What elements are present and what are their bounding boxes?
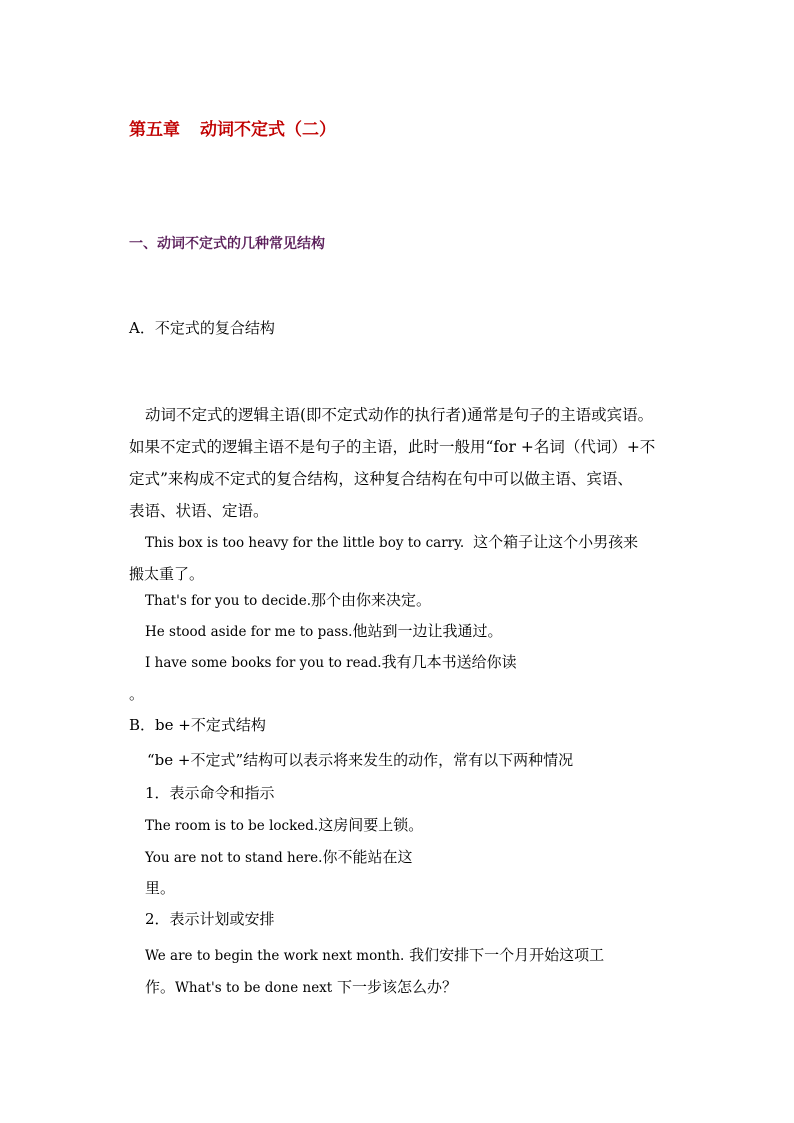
example-chinese: 。 (129, 685, 145, 703)
example-line (145, 945, 604, 966)
example-chinese: 下一步该怎么办？ (332, 978, 458, 996)
example-line (129, 684, 144, 705)
example-line (129, 564, 204, 585)
example-line (145, 815, 423, 836)
example-line (145, 621, 502, 642)
example-chinese: 这房间要上锁。 (318, 816, 424, 834)
example-english: That's for you to decide. (145, 593, 311, 609)
example-chinese: 里。 (145, 879, 176, 897)
paragraph-line: 动词不定式的逻辑主语(即不定式动作的执行者)通常是句子的主语或宾语。 (145, 406, 654, 424)
example-line (145, 847, 412, 868)
example-english: I have some books for you to read. (145, 655, 382, 671)
paragraph-line: 定式”来构成不定式的复合结构，这种复合结构在句中可以做主语、宾语、 (129, 470, 633, 488)
example-chinese: 你不能站在这 (322, 848, 413, 866)
example-line (145, 878, 175, 899)
chapter-title (129, 118, 336, 142)
example-chinese-prefix: 作。 (145, 978, 176, 996)
example-english: We are to begin the work next month. (145, 948, 405, 964)
chapter-number: 第五章 (129, 120, 180, 140)
section-heading: 一、动词不定式的几种常见结构 (129, 236, 325, 252)
example-english: The room is to be locked. (145, 818, 319, 834)
paragraph-line: 如果不定式的逻辑主语不是句子的主语，此时一般用“for +名词（代词）+不 (129, 438, 656, 456)
item-2-label: 2．表示计划或安排 (145, 910, 275, 928)
part-b-heading: B．be +不定式结构 (129, 716, 266, 734)
example-chinese: 我有几本书送给你读 (381, 653, 517, 671)
paragraph-line: 表语、状语、定语。 (129, 502, 269, 520)
example-english: You are not to stand here. (145, 850, 323, 866)
example-english: He stood aside for me to pass. (145, 624, 353, 640)
part-a-heading: A．不定式的复合结构 (129, 319, 275, 337)
item-1-label: 1．表示命令和指示 (145, 784, 275, 802)
example-line (145, 532, 638, 553)
part-b-intro: “be +不定式”结构可以表示将来发生的动作，常有以下两种情况 (147, 751, 574, 769)
example-english: What's to be done next (175, 980, 333, 996)
chapter-name: 动词不定式（二） (200, 120, 336, 140)
example-chinese: 我们安排下一个月开始这项工 (404, 946, 605, 964)
example-chinese: 这个箱子让这个小男孩来 (473, 533, 639, 551)
example-chinese: 搬太重了。 (129, 565, 205, 583)
example-english: This box is too heavy for the little boy to carry. (145, 535, 465, 551)
example-chinese: 那个由你来决定。 (311, 591, 432, 609)
example-line (145, 652, 517, 673)
example-chinese: 他站到一边让我通过。 (352, 622, 503, 640)
example-line (145, 977, 457, 998)
example-line (145, 590, 431, 611)
